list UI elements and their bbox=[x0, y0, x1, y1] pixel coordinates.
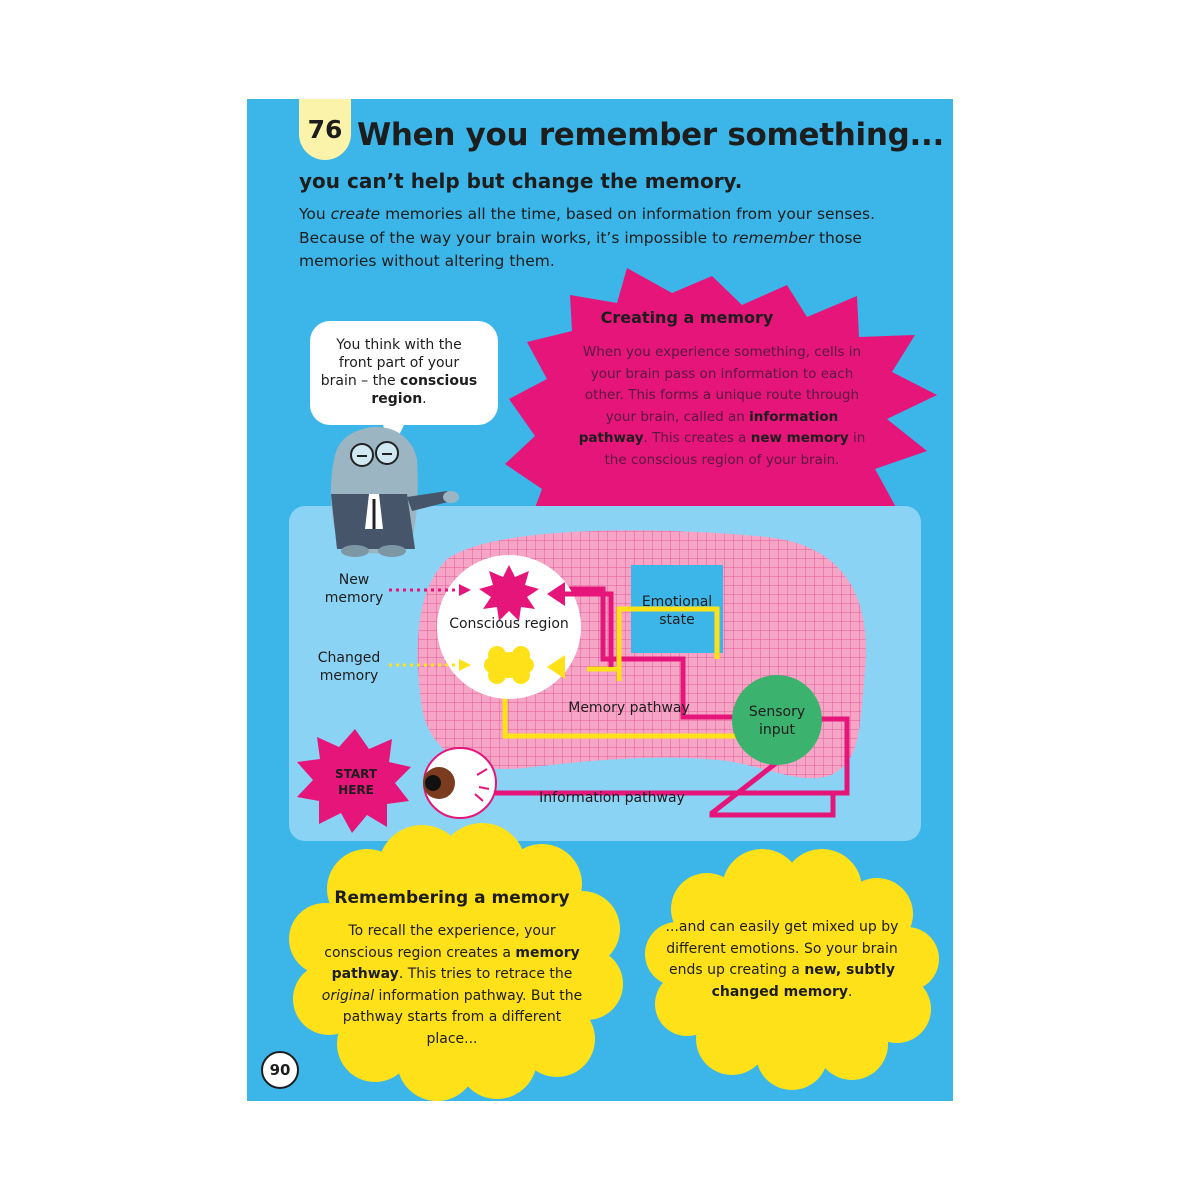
memory-pathway-label: Memory pathway bbox=[568, 700, 690, 716]
creating-title: Creating a memory bbox=[600, 308, 774, 327]
conscious-region-label: Conscious region bbox=[449, 616, 569, 632]
information-pathway-label: Information pathway bbox=[539, 790, 685, 806]
page-subtitle: you can’t help but change the memory. bbox=[299, 169, 743, 193]
new-memory-label: New memory bbox=[324, 572, 384, 606]
eye-icon bbox=[423, 748, 496, 818]
speech-bubble-text: You think with the front part of your brain – the conscious region. bbox=[320, 337, 478, 407]
tip-number: 76 bbox=[307, 115, 343, 144]
mixed-body: ...and can easily get mixed up by different emotions. So your brain ends up creating a new, subtly changed memory. bbox=[665, 919, 899, 1000]
sensory-input-label: Sensory input bbox=[748, 704, 806, 738]
emotional-state-label: Emotional state bbox=[641, 594, 713, 628]
intro-paragraph: You create memories all the time, based on information from your senses. Because of the way your brain works, it’s impossible to remember those memories without altering them. bbox=[299, 205, 875, 270]
page-title: When you remember something... bbox=[357, 117, 944, 153]
tip-number-tab bbox=[299, 99, 351, 160]
page-number: 90 bbox=[261, 1051, 299, 1089]
remembering-body: To recall the experience, your conscious region creates a memory pathway. This tries to retrace the original information pathway. But the pathway starts from a different place... bbox=[321, 923, 583, 1047]
changed-memory-label: Changed memory bbox=[317, 650, 381, 684]
creating-body: When you experience something, cells in your brain pass on information to each other. This forms a unique route through your brain, called an information pathway. This creates a new memory in the conscious region of your brain. bbox=[578, 344, 866, 468]
start-here-label: START HERE bbox=[334, 767, 378, 797]
book-page bbox=[247, 99, 953, 1101]
remembering-title: Remembering a memory bbox=[334, 888, 570, 908]
